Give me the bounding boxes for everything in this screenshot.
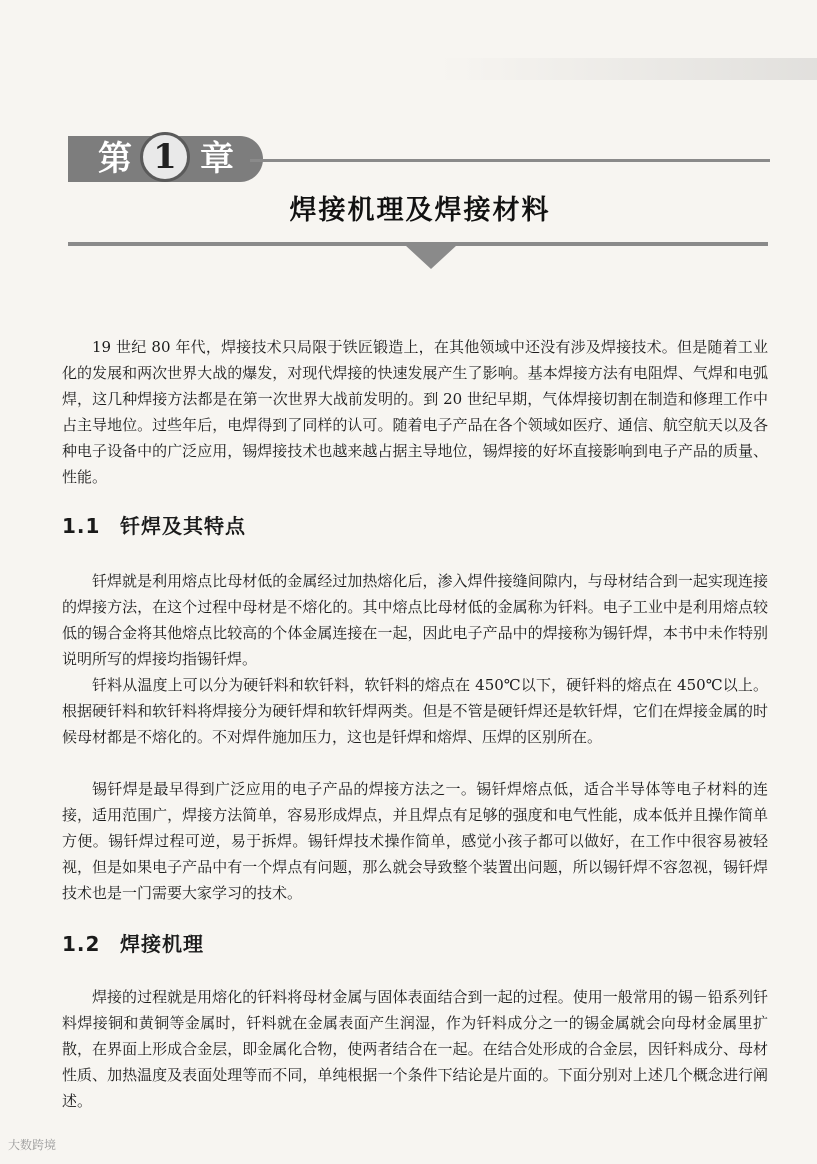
section-number: 1.1: [62, 514, 101, 538]
body-paragraph: 锡钎焊是最早得到广泛应用的电子产品的焊接方法之一。锡钎焊熔点低，适合半导体等电子材料的连接，适用范围广，焊接方法简单，容易形成焊点，并且焊点有足够的强度和电气性能，成本低并且操作简单方便。锡钎焊过程可逆，易于拆焊。锡钎焊技术操作简单，感觉小孩子都可以做好，在工作中很容易被轻视，但是如果电子产品中有一个焊点有问题，那么就会导致整个装置出问题，所以锡钎焊不容忽视，锡钎焊技术也是一门需要大家学习的技术。: [62, 780, 768, 902]
watermark: 大数跨境: [8, 1138, 57, 1152]
header-strip: [440, 58, 817, 80]
intro-paragraph: 19 世纪 80 年代，焊接技术只局限于铁匠锻造上，在其他领域中还没有涉及焊接技术。但是随着工业化的发展和两次世界大战的爆发，对现代焊接的快速发展产生了影响。基本焊接方法有电阻焊、气焊和电弧焊，这几种焊接方法都是在第一次世界大战前发明的。到 20 世纪早期，气体焊接切割在制造和修理工作中占主导地位。过些年后，电焊得到了同样的认可。随着电子产品在各个领域如医疗、通信、航空航天以及各种电子设备中的广泛应用，锡焊接技术也越来越占据主导地位，锡焊接的好坏直接影响到电子产品的质量、性能。: [62, 338, 768, 486]
chapter-suffix: 章: [200, 139, 234, 179]
body-paragraph: 钎焊就是利用熔点比母材低的金属经过加热熔化后，渗入焊件接缝间隙内，与母材结合到一起实现连接的焊接方法，在这个过程中母材是不熔化的。其中熔点比母材低的金属称为钎料。电子工业中是利用熔点较低的锡合金将其他熔点比较高的个体金属连接在一起，因此电子产品中的焊接称为锡钎焊，本书中未作特别说明所写的焊接均指锡钎焊。: [62, 572, 768, 668]
chapter-divider-top: [250, 159, 770, 162]
section-heading: [62, 928, 204, 957]
section-title: 钎焊及其特点: [120, 514, 246, 538]
body-paragraph: 钎料从温度上可以分为硬钎料和软钎料，软钎料的熔点在 450℃以下，硬钎料的熔点在 450℃以上。根据硬钎料和软钎料将焊接分为硬钎焊和软钎焊两类。但是不管是硬钎焊还是软钎焊，它们在焊接金属的时候母材都是不熔化的。不对焊件施加压力，这也是钎焊和熔焊、压焊的区别所在。: [62, 676, 768, 746]
section-number: 1.2: [62, 932, 101, 956]
body-paragraph: 焊接的过程就是用熔化的钎料将母材金属与固体表面结合到一起的过程。使用一般常用的锡－铅系列钎料焊接铜和黄铜等金属时，钎料就在金属表面产生润湿，作为钎料成分之一的锡金属就会向母材金属里扩散，在界面上形成合金层，即金属化合物，使两者结合在一起。在结合处形成的合金层，因钎料成分、母材性质、加热温度及表面处理等而不同，单纯根据一个条件下结论是片面的。下面分别对上述几个概念进行阐述。: [62, 988, 768, 1110]
section-title: 焊接机理: [120, 932, 204, 956]
chapter-title: 焊接机理及焊接材料: [289, 195, 551, 226]
section-heading: [62, 510, 246, 539]
chapter-prefix: 第: [98, 139, 132, 179]
chapter-number: 1: [140, 132, 190, 182]
chapter-pointer-icon: [405, 245, 457, 269]
